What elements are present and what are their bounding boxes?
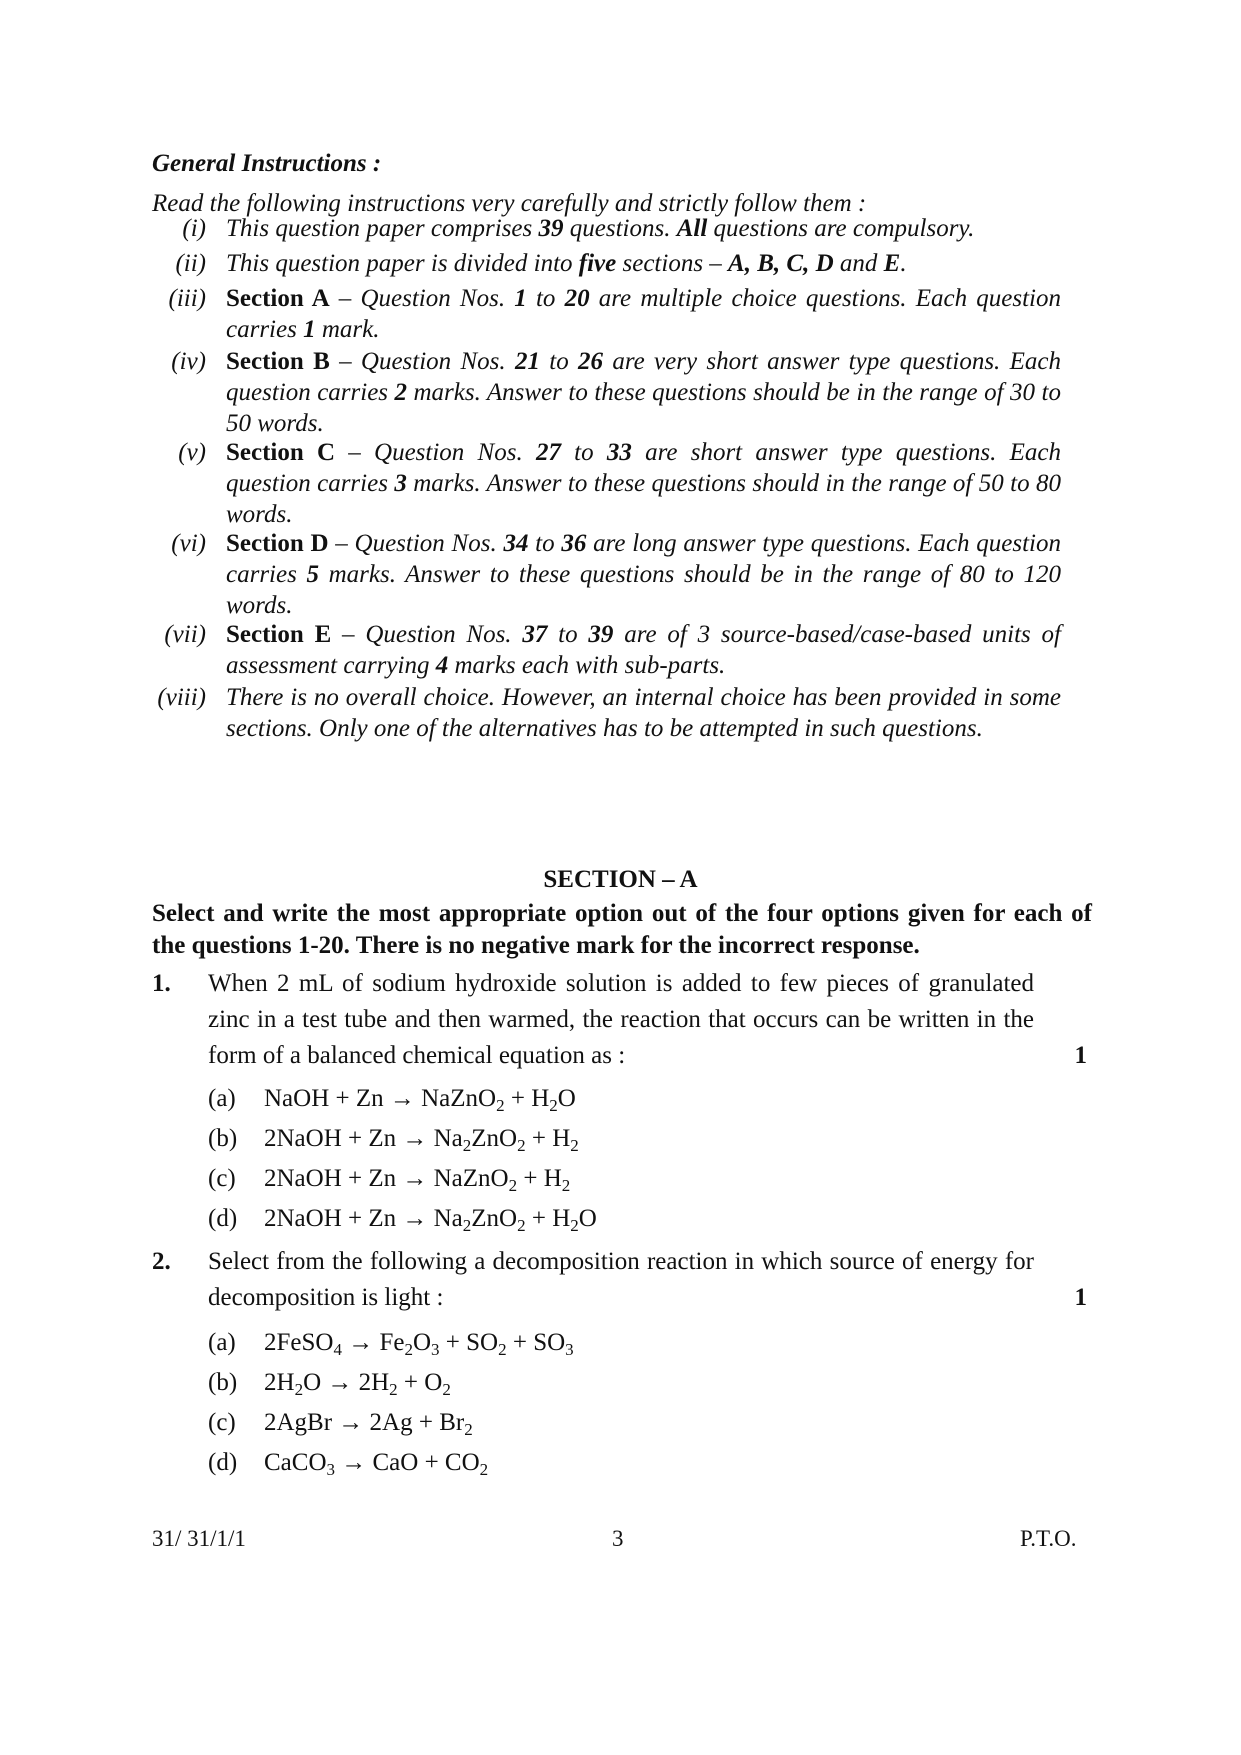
instruction-text: This question paper comprises 39 questions. All questions are compulsory. [226,215,975,242]
instruction-text: This question paper is divided into five sections – A, B, C, D and E. [226,250,907,277]
option-label: (c) [208,1409,236,1436]
question-number: 1. [152,970,171,997]
instruction-text: Section B – Question Nos. 21 to 26 are very short answer type questions. Each question carries 2 marks. Answer to these questions should be in the range of 30 to 50 words. [226,348,1061,437]
answer-option [208,1121,579,1157]
paper-code: 31/ 31/1/1 [152,1526,246,1551]
pto-label: P.T.O. [1020,1526,1077,1551]
instruction-text: Section E – Question Nos. 37 to 39 are of 3 source-based/case-based units of assessment carrying 4 marks each with sub-parts. [226,621,1061,679]
answer-option [208,1325,574,1361]
instruction-text: There is no overall choice. However, an internal choice has been provided in some sections. Only one of the alternatives has to be attempted in such questions. [226,684,1061,742]
option-equation: 2AgBr → $2Ag + Br_2$ [264,1409,473,1439]
instruction-number: (v) [178,439,206,466]
answer-option [208,1081,576,1117]
option-label: (d) [208,1449,238,1476]
question-marks: 1 [1074,1042,1087,1069]
answer-option [208,1405,473,1441]
instruction-text: Section D – Question Nos. 34 to 36 are long answer type questions. Each question carries 5 marks. Answer to these questions should be in the range of 80 to 120 words. [226,530,1061,619]
instruction-text: Section A – Question Nos. 1 to 20 are multiple choice questions. Each question carries 1 mark. [226,285,1061,343]
option-equation: 2NaOH + $Zn \to Na_2ZnO_2 + H_2O$ [264,1205,597,1235]
option-label: (c) [208,1165,236,1192]
section-instruction: Select and write the most appropriate option out of the four options given for each of the questions 1-20. There is no negative mark for the incorrect response. [152,900,1092,959]
option-equation: 2FeSO$_4$ → $Fe_2O_3 + SO_2 + SO_3$ [264,1329,574,1359]
instruction-number: (vi) [171,530,206,557]
instruction-text: Section C – Question Nos. 27 to 33 are short answer type questions. Each question carries 3 marks. Answer to these questions should in the range of 50 to 80 words. [226,439,1062,528]
answer-option [208,1445,488,1481]
section-heading: SECTION – A [543,866,698,893]
general-instructions-title: General Instructions : [152,150,382,177]
question-number: 2. [152,1248,171,1275]
instruction-number: (iv) [171,348,206,375]
instruction-number: (iii) [168,285,206,312]
instruction-number: (ii) [175,250,206,277]
instruction-number: (vii) [164,621,206,648]
question-text: When 2 mL of sodium hydroxide solution is added to few pieces of granulated zinc in a test tube and then warmed, the reaction that occurs can be written in the form of a balanced chemical equation as : [208,970,1034,1069]
answer-option [208,1201,597,1237]
answer-option [208,1365,451,1401]
page-number: 3 [612,1526,624,1551]
instruction-number: (i) [182,215,206,242]
option-label: (a) [208,1085,236,1112]
question-marks: 1 [1074,1284,1087,1311]
option-equation: NaOH + Zn → NaZnO$_2$ + $H_2O$ [264,1085,576,1115]
question-text: Select from the following a decomposition reaction in which source of energy for decomposition is light : [208,1248,1034,1311]
option-label: (b) [208,1369,238,1396]
option-equation: 2NaOH + $Zn \to Na_2ZnO_2 + H_2$ [264,1125,579,1155]
option-equation: 2NaOH + Zn → NaZnO$_2$ + $H_2$ [264,1165,571,1195]
option-equation: $2H_2O \to 2H_2 + O_2$ [264,1369,451,1399]
option-label: (b) [208,1125,238,1152]
general-instructions-intro: Read the following instructions very carefully and strictly follow them : [152,190,867,217]
option-equation: CaCO$_3$ → CaO + $CO_2$ [264,1449,489,1479]
answer-option [208,1161,570,1197]
option-label: (d) [208,1205,238,1232]
option-label: (a) [208,1329,236,1356]
instruction-number: (viii) [157,684,206,711]
